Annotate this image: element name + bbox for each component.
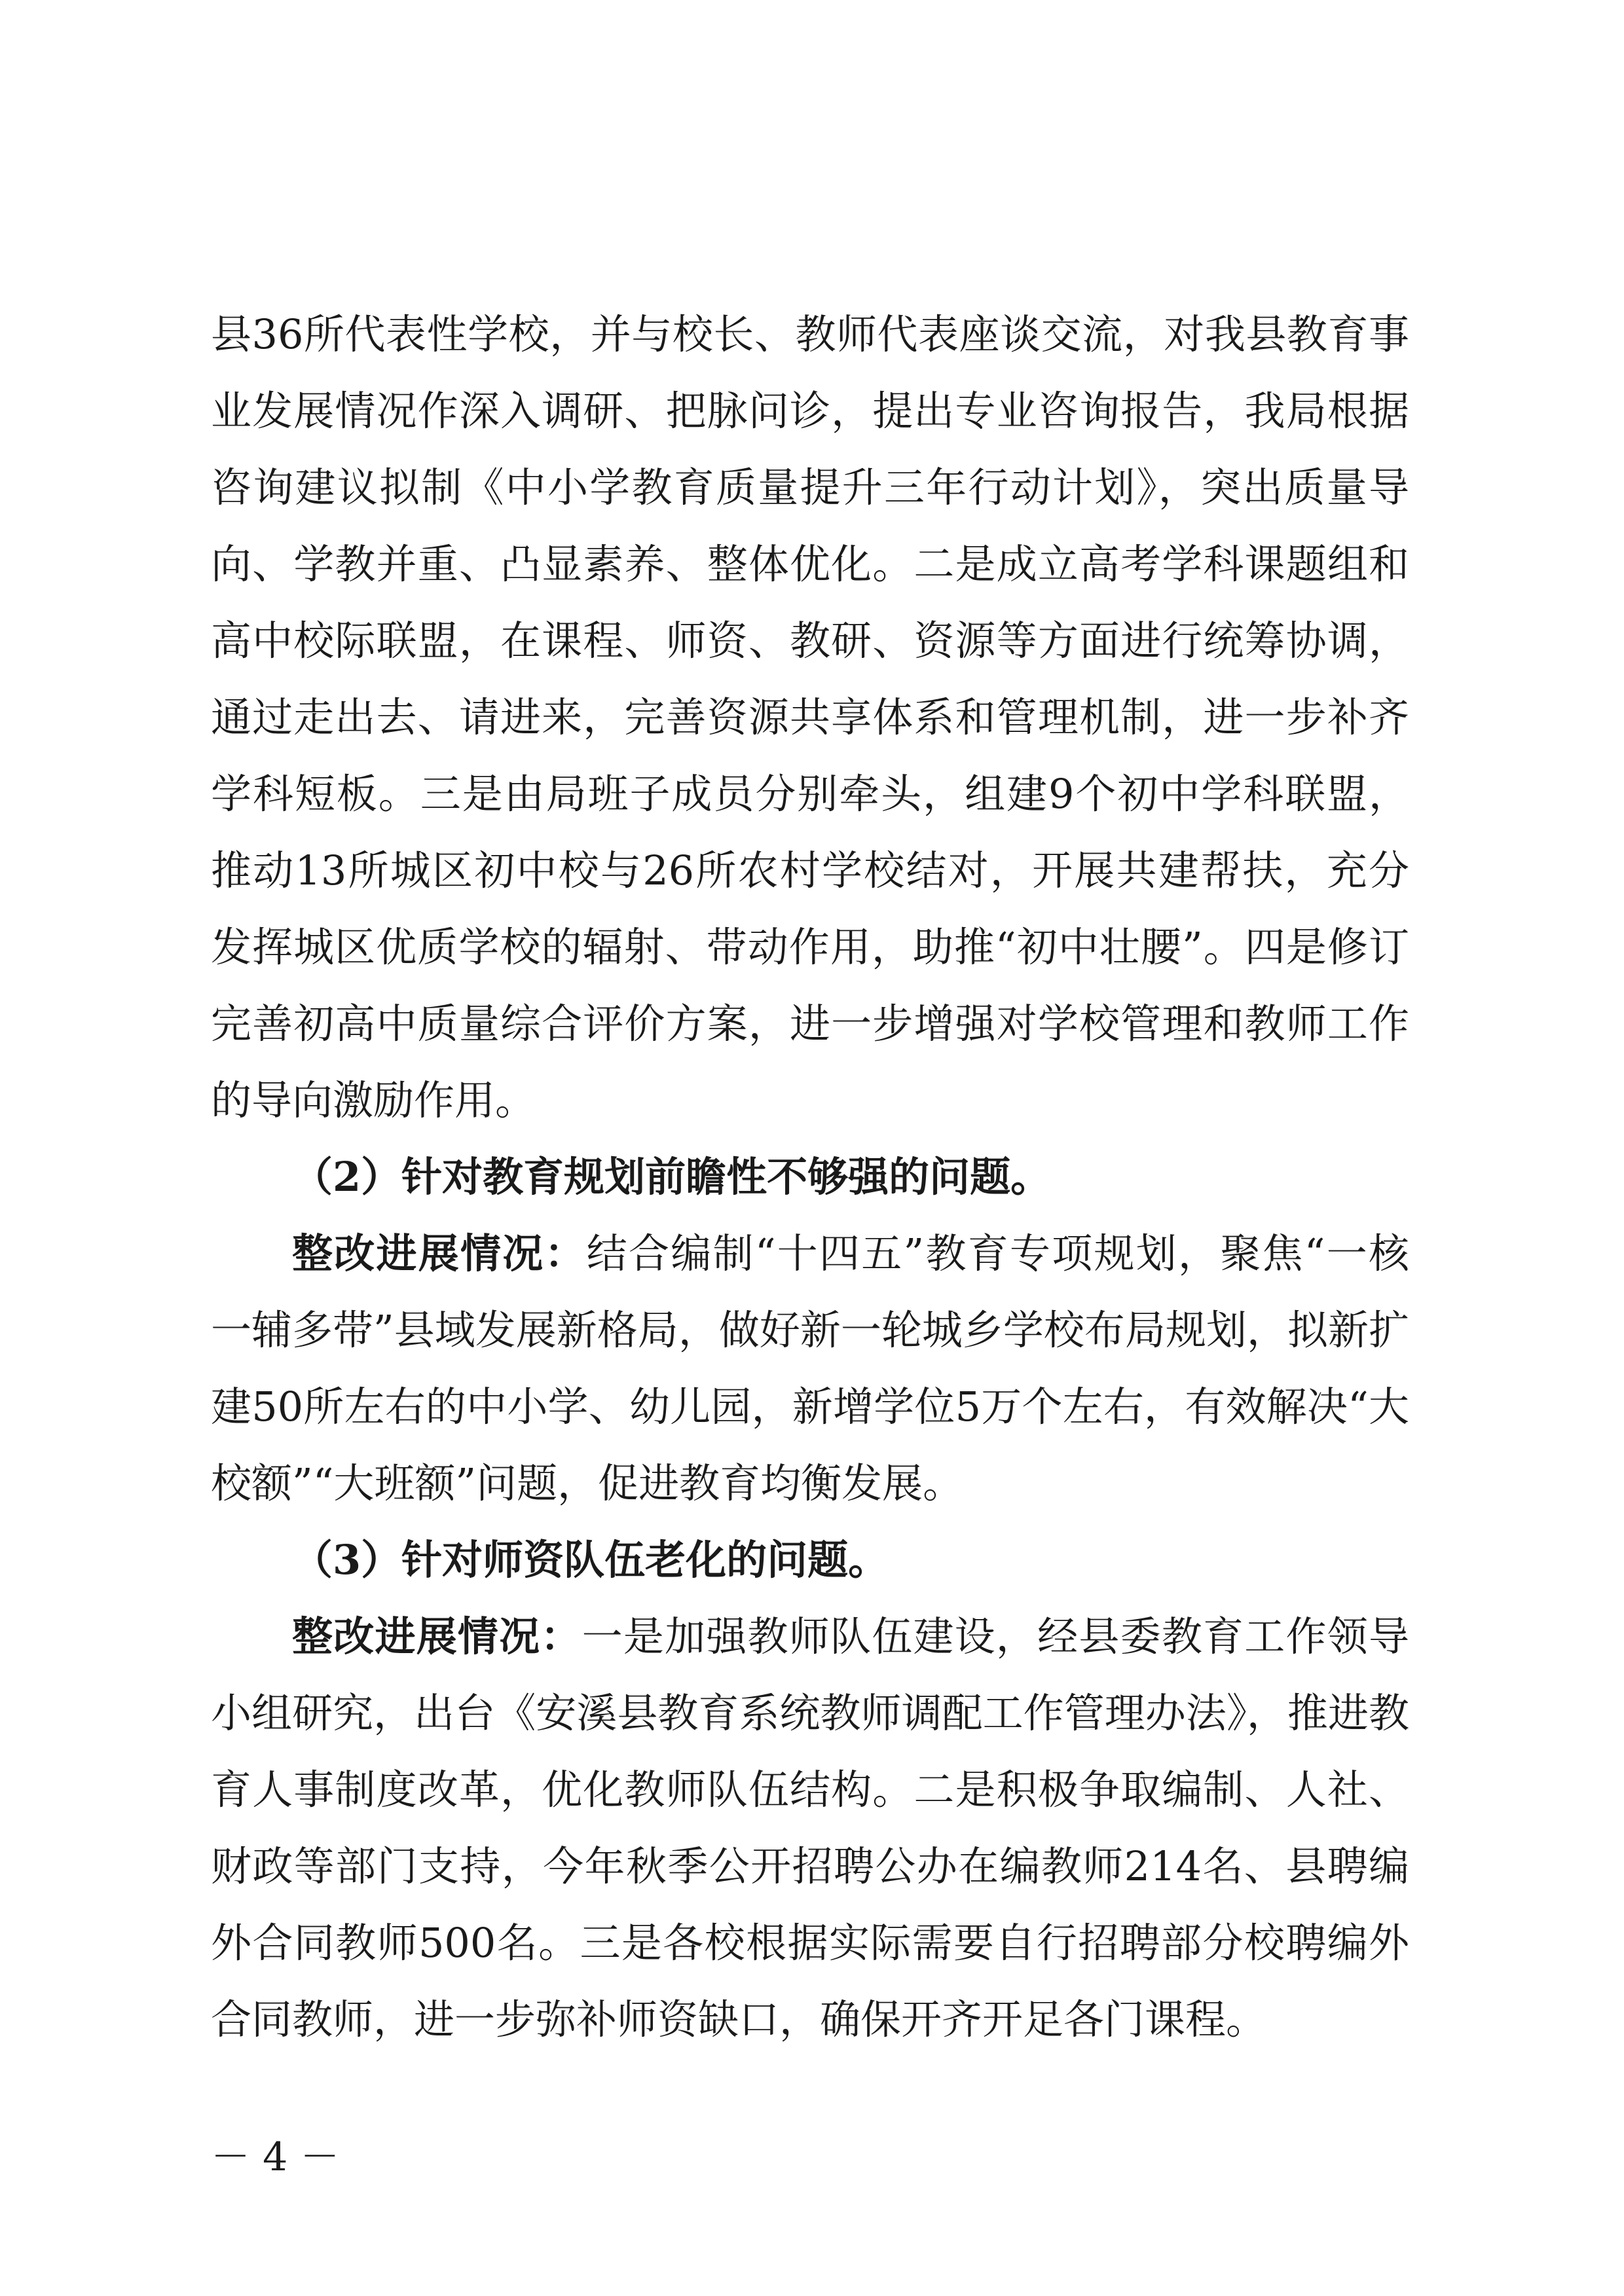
heading-text: （2）针对教育规划前瞻性不够强的问题。 [292, 1153, 1052, 1201]
document-body [211, 296, 1409, 2058]
paragraph-teachers-progress [211, 1598, 1409, 2058]
paragraph-text: 县36所代表性学校，并与校长、教师代表座谈交流，对我县教育事业发展情况作深入调研、把脉问诊，提出专业咨询报告，我局根据咨询建议拟制《中小学教育质量提升三年行动计划》，突出质量导向、学教并重、凸显素养、整体优化。二是成立高考学科课题组和高中校际联盟，在课程、师资、教研、资源等方面进行统筹协调，通过走出去、请进来，完善资源共享体系和管理机制，进一步补齐学科短板。三是由局班子成员分别牵头，组建9个初中学科联盟，推动13所城区初中校与26所农村学校结对，开展共建帮扶，充分发挥城区优质学校的辐射、带动作用，助推“初中壮腰”。四是修订完善初高中质量综合评价方案，进一步增强对学校管理和教师工作的导向激励作用。 [211, 310, 1409, 1124]
paragraph-text: 结合编制“十四五”教育专项规划，聚焦“一核一辅多带”县域发展新格局，做好新一轮城乡学校布局规划，拟新扩建50所左右的中小学、幼儿园，新增学位5万个左右，有效解决“大校额”“大班额”问题，促进教育均衡发展。 [211, 1230, 1409, 1507]
paragraph-planning-progress [211, 1215, 1409, 1522]
section-heading-teachers [211, 1522, 1409, 1598]
paragraph-text: 一是加强教师队伍建设，经县委教育工作领导小组研究，出台《安溪县教育系统教师调配工作管理办法》，推进教育人事制度改革，优化教师队伍结构。二是积极争取编制、人社、财政等部门支持，今年秋季公开招聘公办在编教师214名、县聘编外合同教师500名。三是各校根据实际需要自行招聘部分校聘编外合同教师，进一步弥补师资缺口，确保开齐开足各门课程。 [211, 1613, 1409, 2043]
progress-lead-label: 整改进展情况： [292, 1613, 582, 1660]
paragraph-measures-continued [211, 296, 1409, 1139]
heading-text: （3）针对师资队伍老化的问题。 [292, 1536, 889, 1584]
page-number: － 4 － [211, 2134, 340, 2180]
progress-lead-label: 整改进展情况： [292, 1230, 587, 1277]
section-heading-planning [211, 1139, 1409, 1215]
